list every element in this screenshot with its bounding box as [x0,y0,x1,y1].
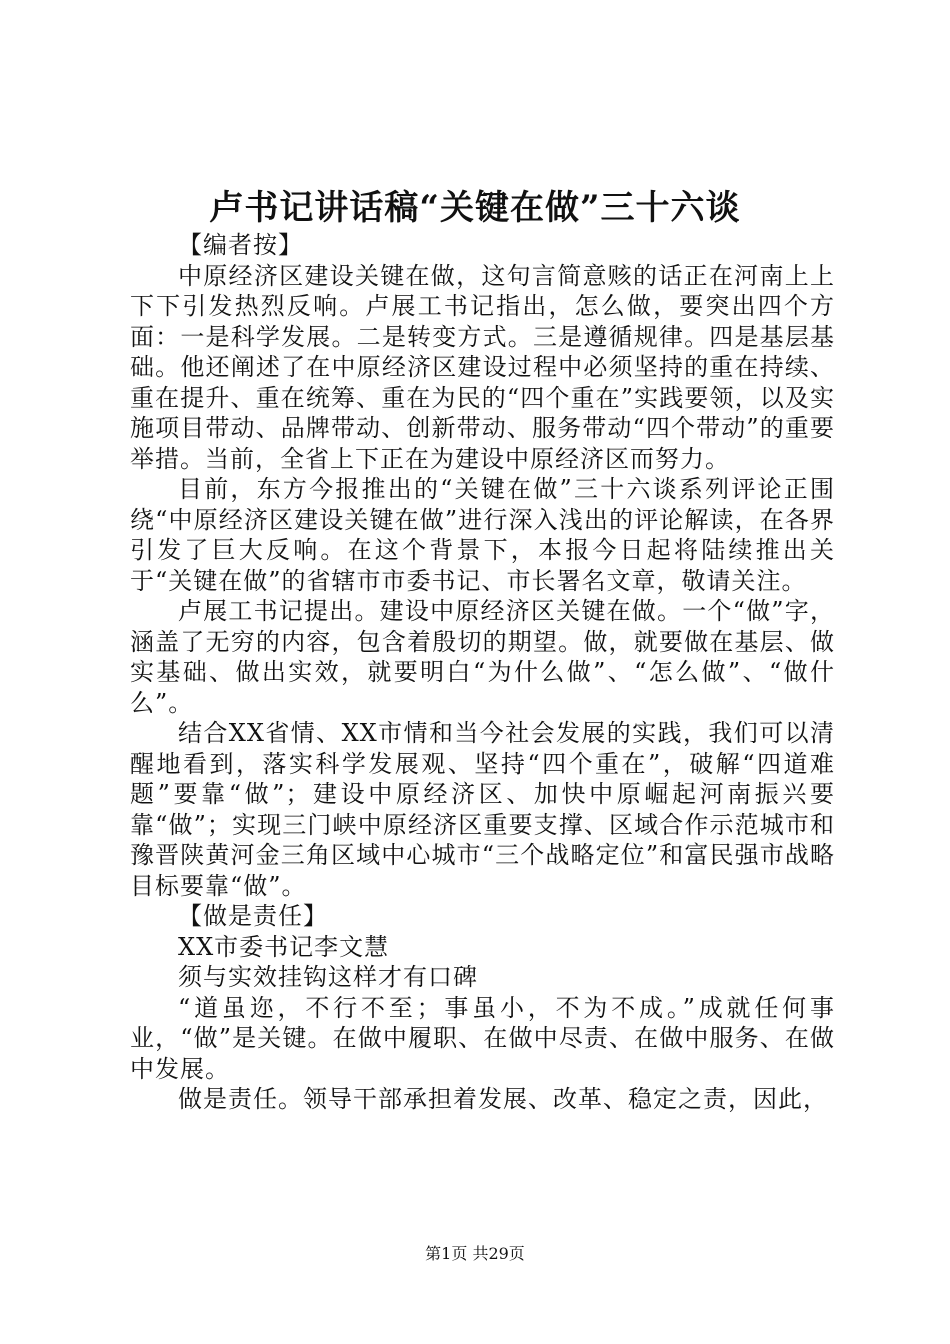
section-heading: 【做是责任】 [178,902,328,930]
article-subtitle: 须与实效挂钩这样才有口碑 [178,963,478,991]
paragraph: 结合XX省情、XX市情和当今社会发展的实践，我们可以清醒地看到，落实科学发展观、坚持“四个重在”，破解“四道难题”要靠“做”；建设中原经济区、加快中原崛起河南振兴要靠“做”；实现三门峡中原经济区重要支撑、区域合作示范城市和豫晋陕黄河金三角区域中心城市“三个战略定位”和富民强市战略目标要靠“做”。 [130,719,835,900]
paragraph: 做是责任。领导干部承担着发展、改革、稳定之责，因此， [178,1085,828,1113]
author-line: XX市委书记李文慧 [178,932,390,961]
document-title: 卢书记讲话稿“关键在做”三十六谈 [209,188,741,228]
document-body [130,230,835,1115]
paragraph: 目前，东方今报推出的“关键在做”三十六谈系列评论正围绕“中原经济区建设关键在做”进行深入浅出的评论解读，在各界引发了巨大反响。在这个背景下，本报今日起将陆续推出关于“关键在做”的省辖市市委书记、市长署名文章，敬请关注。 [130,475,835,595]
page-number-footer: 第1页 共29页 [425,1244,525,1263]
paragraph: “道虽迩，不行不至；事虽小，不为不成。”成就任何事业，“做”是关键。在做中履职、在做中尽责、在做中服务、在做中发展。 [130,993,835,1083]
paragraph: 卢展工书记提出。建设中原经济区关键在做。一个“做”字，涵盖了无穷的内容，包含着殷切的期望。做，就要做在基层、做实基础、做出实效，就要明白“为什么做”、“怎么做”、“做什么”。 [130,597,835,717]
paragraph-editor-note-heading: 【编者按】 [178,231,303,259]
paragraph: 中原经济区建设关键在做，这句言简意赅的话正在河南上上下下引发热烈反响。卢展工书记指出，怎么做，要突出四个方面：一是科学发展。二是转变方式。三是遵循规律。四是基层基础。他还阐述了在中原经济区建设过程中必须坚持的重在持续、重在提升、重在统筹、重在为民的“四个重在”实践要领，以及实施项目带动、品牌带动、创新带动、服务带动“四个带动”的重要举措。当前，全省上下正在为建设中原经济区而努力。 [130,261,835,473]
